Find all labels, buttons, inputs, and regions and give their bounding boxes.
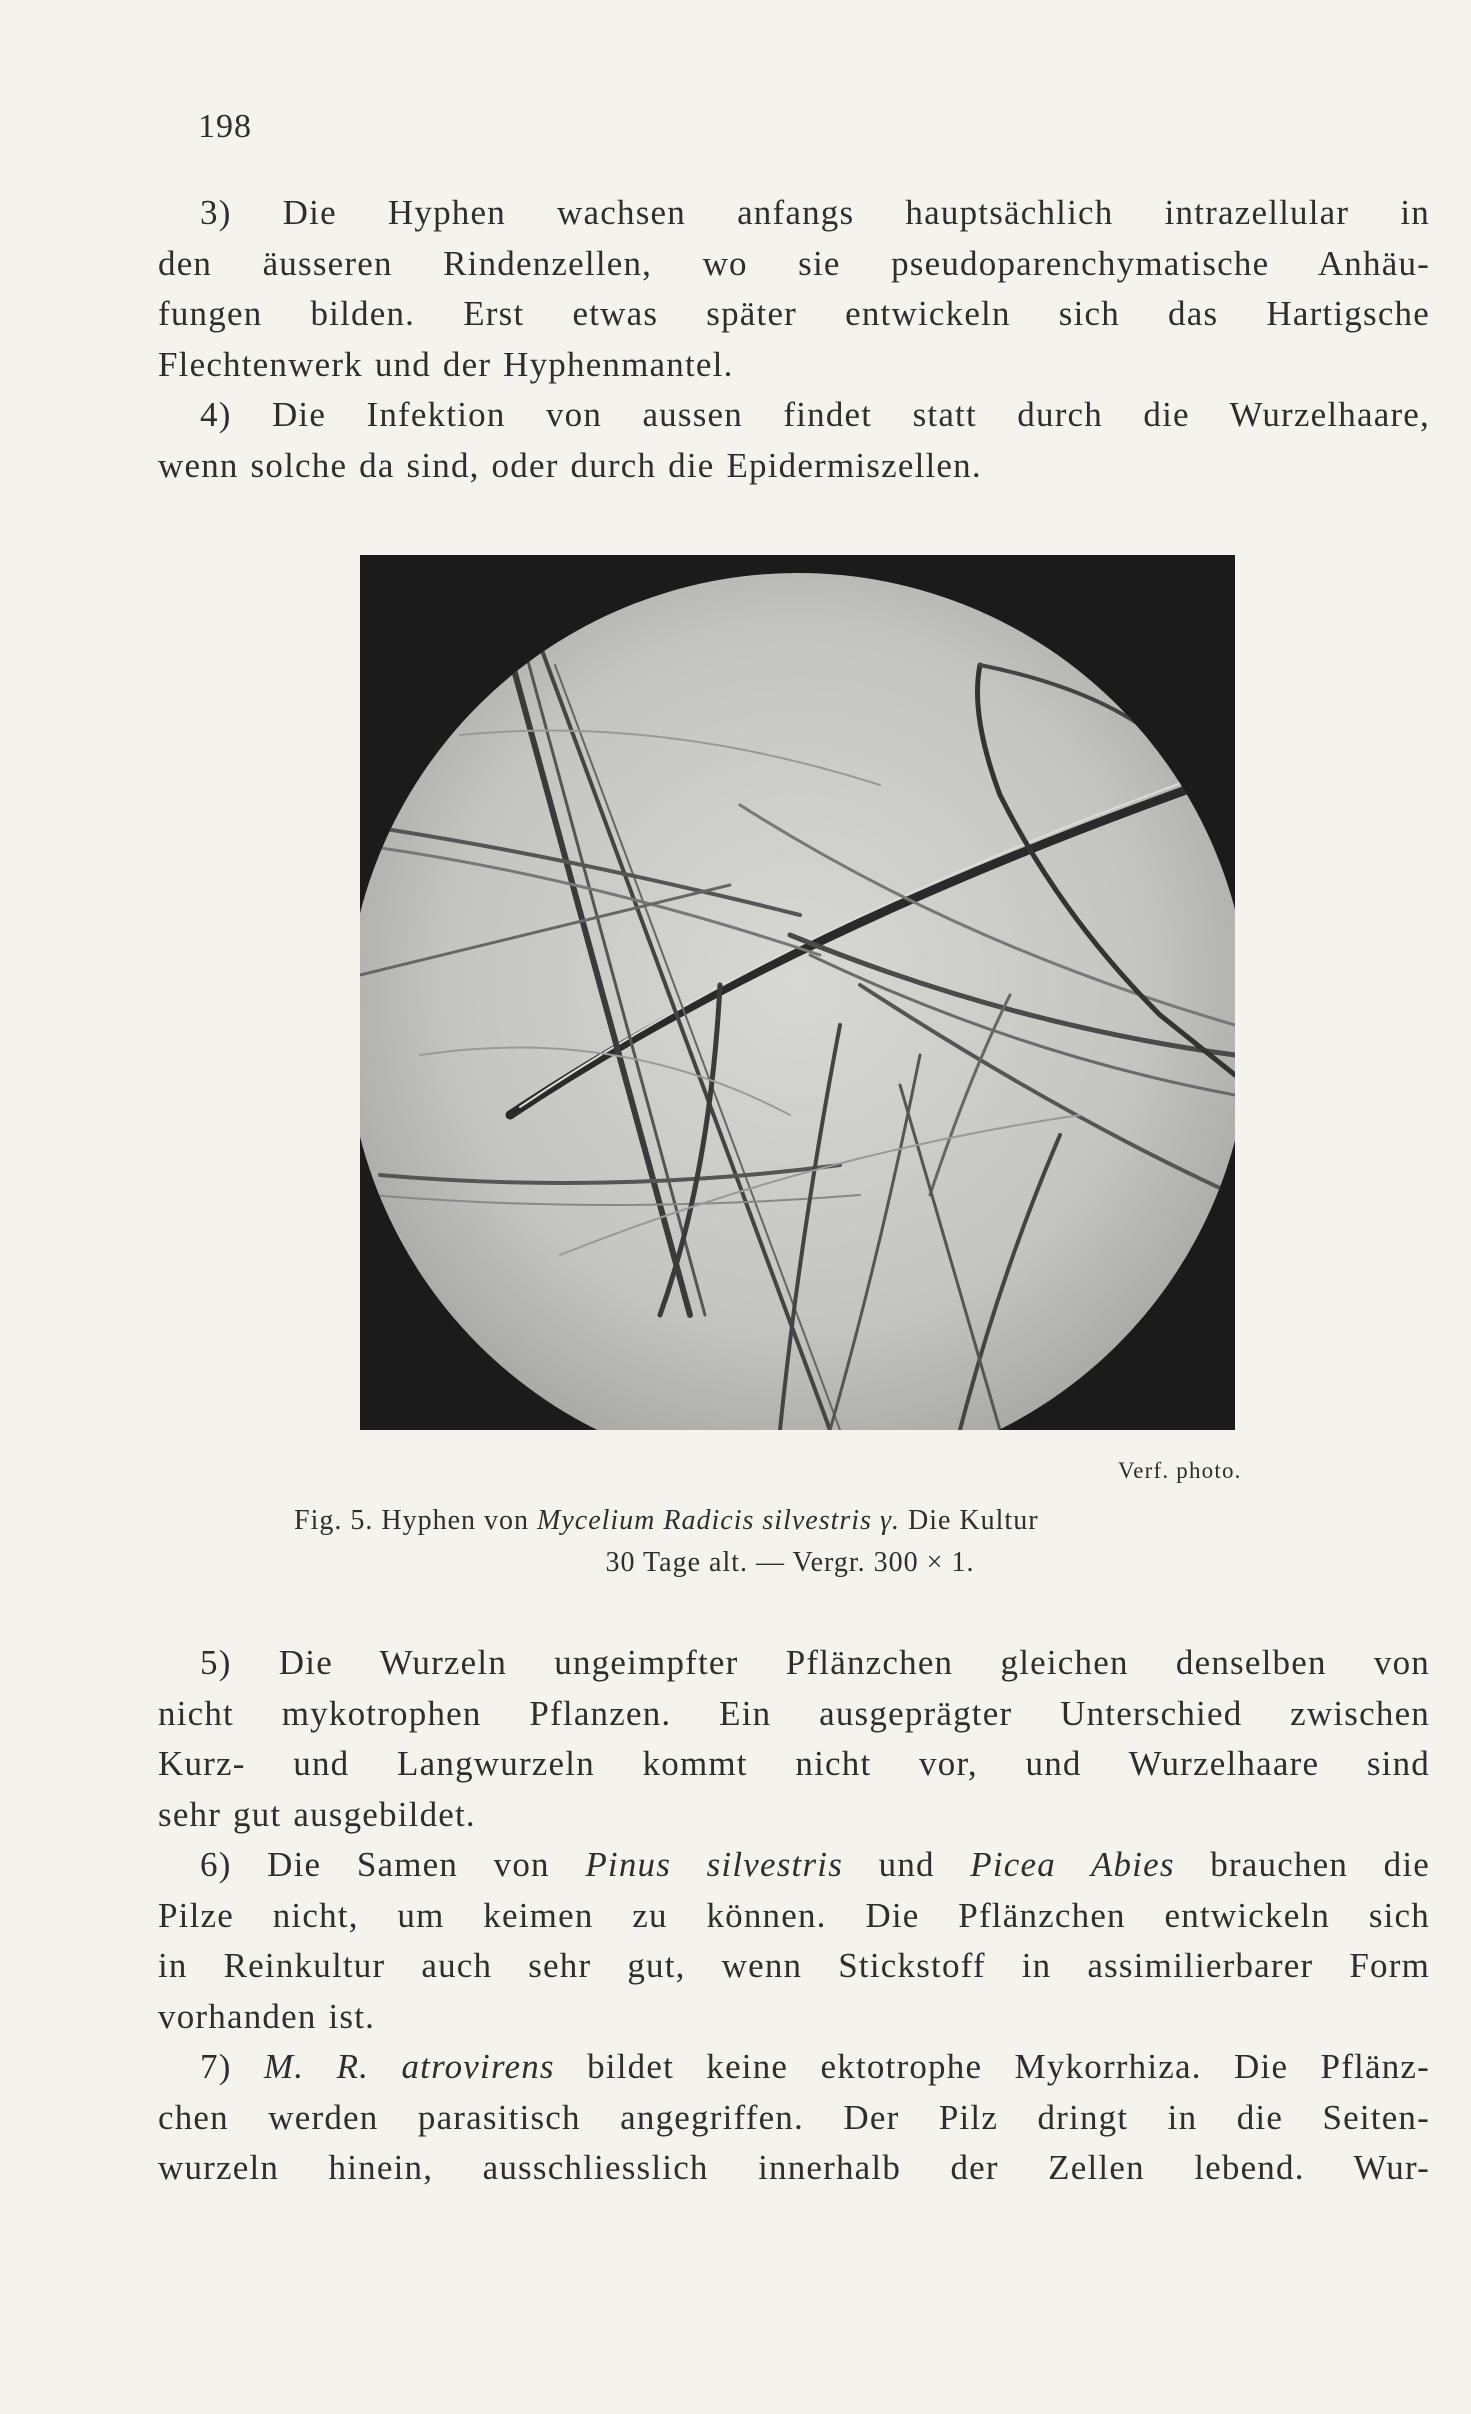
figure-caption [240, 1500, 1340, 1584]
caption-line: 30 Tage alt. — Vergr. 300 × 1. [605, 1547, 975, 1578]
text-run: und [878, 1845, 935, 1884]
text-line: 3) Die Hyphen wachsen anfangs hauptsächlich intrazellular in [200, 193, 1430, 232]
paragraph-roots [158, 1638, 1430, 1840]
photo-credit: Verf. photo. [1118, 1458, 1242, 1483]
text-run: 7) [200, 2047, 232, 2086]
caption-line [240, 1500, 1340, 1542]
caption-text: Hyphen von [381, 1505, 530, 1536]
text-line: nicht mykotrophen Pflanzen. Ein ausgeprägter Unterschied zwischen [158, 1693, 1430, 1733]
page-number: 198 [198, 108, 252, 145]
paragraph-infection [158, 390, 1430, 491]
text-line: vorhanden ist. [158, 1996, 376, 2036]
text-line: in Reinkultur auch sehr gut, wenn Stickstoff in assimilierbarer Form [158, 1946, 1430, 1985]
text-line: 4) Die Infektion von aussen findet statt durch die Wurzelhaare, [200, 395, 1430, 434]
species-name: M. R. atrovirens [263, 2047, 555, 2086]
text-line: wurzeln hinein, ausschliesslich innerhalb der Zellen lebend. Wur- [158, 2148, 1430, 2187]
text-line: Pilze nicht, um keimen zu können. Die Pflänzchen entwickeln sich [158, 1895, 1430, 1935]
text-line: den äusseren Rindenzellen, wo sie pseudoparenchymatische Anhäu- [158, 243, 1430, 283]
caption-figure-number: Fig. 5. [294, 1505, 374, 1536]
text-line: fungen bilden. Erst etwas später entwickeln sich das Hartigsche [158, 294, 1430, 333]
paragraph-atrovirens [158, 2042, 1430, 2194]
paragraph-hyphen-growth [158, 188, 1430, 390]
text-line: 5) Die Wurzeln ungeimpfter Pflänzchen gleichen denselben von [200, 1643, 1430, 1682]
micrograph-hyphae [360, 555, 1235, 1430]
species-name: Picea Abies [970, 1845, 1175, 1884]
text-line: wenn solche da sind, oder durch die Epidermiszellen. [158, 445, 982, 485]
text-run: bildet keine ektotrophe Mykorrhiza. Die Pflänz- [587, 2047, 1431, 2086]
text-run: brauchen die [1210, 1845, 1431, 1884]
text-line: Flechtenwerk und der Hyphenmantel. [158, 344, 734, 384]
paragraph-seeds [158, 1840, 1430, 2042]
text-line [158, 1840, 1430, 1891]
text-line: chen werden parasitisch angegriffen. Der Pilz dringt in die Seiten- [158, 2097, 1430, 2137]
text-line [158, 2042, 1430, 2093]
microscope-field [360, 573, 1235, 1430]
text-line: Kurz- und Langwurzeln kommt nicht vor, und Wurzelhaare sind [158, 1744, 1430, 1783]
species-name: Pinus silvestris [585, 1845, 844, 1884]
text-line: sehr gut ausgebildet. [158, 1794, 476, 1834]
caption-text: Die Kultur [907, 1505, 1039, 1536]
caption-species-name: Mycelium Radicis silvestris γ. [537, 1505, 900, 1536]
text-run: 6) Die Samen von [200, 1845, 550, 1884]
